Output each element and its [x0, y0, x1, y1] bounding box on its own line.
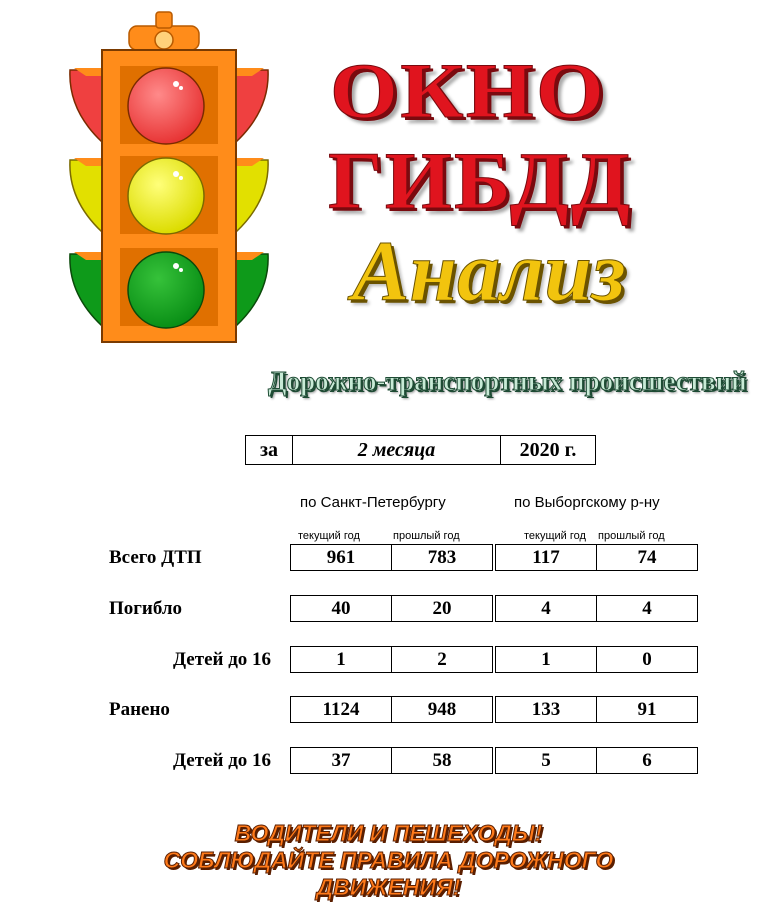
cell-vyb-current: 5 — [496, 748, 597, 773]
footer-line-1: ВОДИТЕЛИ И ПЕШЕХОДЫ! — [234, 820, 543, 846]
cell-vyb-current: 117 — [496, 545, 597, 570]
table-row — [290, 747, 493, 774]
cell-vyb-previous: 4 — [642, 597, 652, 619]
cell-spb-current: 961 — [291, 545, 392, 570]
region-vyborg: по Выборгскому р-ну — [514, 494, 660, 511]
table-row — [495, 595, 698, 622]
period-months: 2 месяца — [293, 436, 501, 464]
footer-slogan — [0, 820, 777, 901]
cell-vyb-current: 4 — [496, 596, 597, 621]
table-row — [290, 646, 493, 673]
table-row — [495, 646, 698, 673]
cell-vyb-current: 133 — [496, 697, 597, 722]
table-row — [495, 747, 698, 774]
footer-line-2: СОБЛЮДАЙТЕ ПРАВИЛА ДОРОЖНОГО — [163, 847, 614, 873]
period-prefix: за — [246, 436, 293, 464]
cell-vyb-current: 1 — [496, 647, 597, 672]
footer-line-3: ДВИЖЕНИЯ! — [316, 874, 461, 900]
region-spb: по Санкт-Петербургу — [300, 494, 446, 511]
cell-spb-previous: 20 — [432, 597, 452, 619]
row-label-children-killed: Детей до 16 — [173, 649, 272, 670]
cell-spb-current: 40 — [291, 596, 392, 621]
subtitle-dtp: Дорожно-транспортных происшествий — [268, 366, 747, 396]
row-label-total: Всего ДТП — [109, 547, 202, 568]
cell-vyb-previous: 0 — [642, 648, 652, 670]
cell-vyb-previous: 91 — [637, 698, 657, 720]
cell-spb-current: 1124 — [291, 697, 392, 722]
cell-vyb-previous: 6 — [642, 749, 652, 771]
title-okno: ОКНО — [330, 47, 607, 134]
table-row — [290, 696, 493, 723]
cell-spb-current: 37 — [291, 748, 392, 773]
period-year: 2020 г. — [519, 438, 577, 461]
period-box — [245, 435, 596, 465]
row-label-killed: Погибло — [109, 598, 183, 619]
row-label-injured: Ранено — [109, 699, 170, 720]
cell-spb-current: 1 — [291, 647, 392, 672]
table-row — [290, 544, 493, 571]
cell-spb-previous: 58 — [432, 749, 452, 771]
colhead-spb-previous: прошлый год — [393, 530, 460, 542]
title-gibdd: ГИБДД — [328, 135, 633, 226]
colhead-vyb-current: текущий год — [524, 530, 586, 542]
table-row — [290, 595, 493, 622]
traffic-light-icon — [66, 10, 272, 346]
title-analiz: Анализ — [352, 223, 626, 319]
colhead-spb-current: текущий год — [298, 530, 360, 542]
row-label-children-injured: Детей до 16 — [173, 750, 272, 771]
table-row — [495, 696, 698, 723]
colhead-vyb-previous: прошлый год — [598, 530, 665, 542]
cell-spb-previous: 948 — [427, 698, 457, 720]
cell-spb-previous: 783 — [427, 546, 457, 568]
table-row — [495, 544, 698, 571]
cell-spb-previous: 2 — [437, 648, 447, 670]
cell-vyb-previous: 74 — [637, 546, 657, 568]
